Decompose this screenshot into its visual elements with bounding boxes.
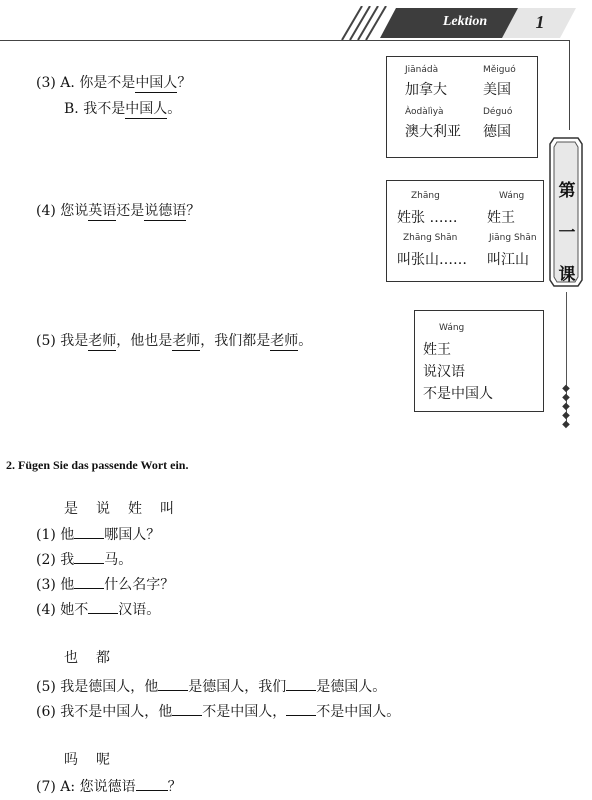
hanzi: 叫江山: [487, 252, 529, 268]
pinyin: Wáng: [499, 191, 525, 201]
label-a: A.: [60, 75, 75, 91]
text: 还是: [116, 203, 145, 219]
pinyin: Zhāng Shān: [403, 233, 458, 243]
side-tab-label: [556, 170, 578, 296]
text: 哪国人？: [104, 527, 161, 543]
pinyin: Wáng: [439, 323, 465, 333]
text: 是德国人。: [316, 679, 387, 695]
right-rule: [569, 40, 570, 130]
hanzi: 不是中国人: [423, 386, 493, 402]
exercise-4: [36, 200, 200, 220]
hanzi: 澳大利亚: [405, 124, 461, 140]
question-2: [36, 549, 132, 569]
hanzi: 叫张山……: [397, 252, 467, 268]
hanzi: 加拿大: [405, 82, 447, 98]
text: 不是中国人。: [316, 704, 401, 720]
exercise-number: (5): [36, 333, 56, 349]
word-bank-2: 也 都: [64, 650, 112, 666]
question-number: (5): [36, 679, 56, 695]
hanzi: 德国: [483, 124, 511, 140]
side-char-3: 课: [558, 265, 576, 285]
lesson-number: 1: [535, 12, 545, 32]
text: 你是不是: [79, 75, 136, 91]
text: 他: [60, 577, 75, 593]
underlined-text: 中国人: [135, 75, 178, 91]
text: ？: [186, 203, 201, 219]
header-rule: [0, 40, 570, 41]
answer-blank[interactable]: [286, 701, 316, 716]
question-6: [36, 701, 400, 721]
answer-blank[interactable]: [136, 776, 168, 791]
text: 汉语。: [118, 602, 161, 618]
text: 我是德国人，他: [60, 679, 159, 695]
label-b: B.: [64, 101, 79, 117]
side-char-1: 第: [558, 181, 576, 201]
hint-box-traits: [414, 310, 544, 412]
answer-blank[interactable]: [74, 574, 104, 589]
text: 我不是中国人，他: [60, 704, 173, 720]
pinyin: Jiāng Shān: [489, 233, 537, 243]
text: 什么名字？: [104, 577, 175, 593]
pinyin: Àodàlìyà: [405, 107, 444, 117]
question-number: (1): [36, 527, 56, 543]
hint-box-names: [386, 180, 544, 282]
text: 她不: [60, 602, 89, 618]
underlined-text: 老师: [88, 333, 117, 349]
pinyin: Zhāng: [411, 191, 440, 201]
underlined-text: 老师: [172, 333, 201, 349]
text: ？: [167, 779, 182, 795]
question-number: (2): [36, 552, 56, 568]
text: 。: [167, 101, 182, 117]
question-1: [36, 524, 160, 544]
text: 不是中国人，: [202, 704, 287, 720]
text: A: 您说德语: [60, 779, 136, 795]
text: 是德国人，我们: [188, 679, 287, 695]
underlined-text: 说德语: [144, 203, 187, 219]
text: 您说: [60, 203, 89, 219]
text: ，他也是: [116, 333, 173, 349]
hanzi: 姓王: [487, 210, 515, 226]
pinyin: Měiguó: [483, 65, 516, 75]
question-3: [36, 574, 174, 594]
text: 我: [60, 552, 75, 568]
question-number: (4): [36, 602, 56, 618]
lesson-title: Lektion: [442, 14, 488, 29]
question-number: (3): [36, 577, 56, 593]
hanzi: 姓王: [423, 342, 451, 358]
question-4: [36, 599, 160, 619]
exercise-number: (4): [36, 203, 56, 219]
question-7: [36, 776, 182, 796]
text: 我是: [60, 333, 89, 349]
question-number: (6): [36, 704, 56, 720]
underlined-text: 老师: [270, 333, 299, 349]
underlined-text: 英语: [88, 203, 117, 219]
exercise-3a: [36, 72, 191, 92]
hint-box-countries: [386, 56, 538, 158]
section-title: 2. Fügen Sie das passende Wort ein.: [6, 458, 189, 472]
text: 我不是: [83, 101, 126, 117]
text: 马。: [104, 552, 133, 568]
underlined-text: 中国人: [125, 101, 168, 117]
pinyin: Déguó: [483, 107, 513, 117]
answer-blank[interactable]: [286, 676, 316, 691]
side-diamonds: ◆ ◆ ◆ ◆ ◆: [562, 383, 570, 430]
answer-blank[interactable]: [74, 524, 104, 539]
answer-blank[interactable]: [88, 599, 118, 614]
exercise-number: (3): [36, 75, 56, 91]
answer-blank[interactable]: [74, 549, 104, 564]
pinyin: Jiānádà: [405, 65, 439, 75]
text: ，我们都是: [200, 333, 271, 349]
hanzi: 说汉语: [423, 364, 465, 380]
word-bank-1: 是 说 姓 叫: [64, 501, 176, 517]
answer-blank[interactable]: [158, 676, 188, 691]
hanzi: 姓张 ……: [397, 210, 458, 226]
exercise-5: [36, 330, 312, 350]
question-5: [36, 676, 386, 696]
question-number: (7): [36, 779, 56, 795]
text: ？: [177, 75, 192, 91]
side-char-2: 一: [558, 223, 576, 243]
text: 他: [60, 527, 75, 543]
answer-blank[interactable]: [172, 701, 202, 716]
word-bank-3: 吗 呢: [64, 752, 112, 768]
text: 。: [298, 333, 313, 349]
hanzi: 美国: [483, 82, 511, 98]
exercise-3b: [64, 98, 181, 118]
